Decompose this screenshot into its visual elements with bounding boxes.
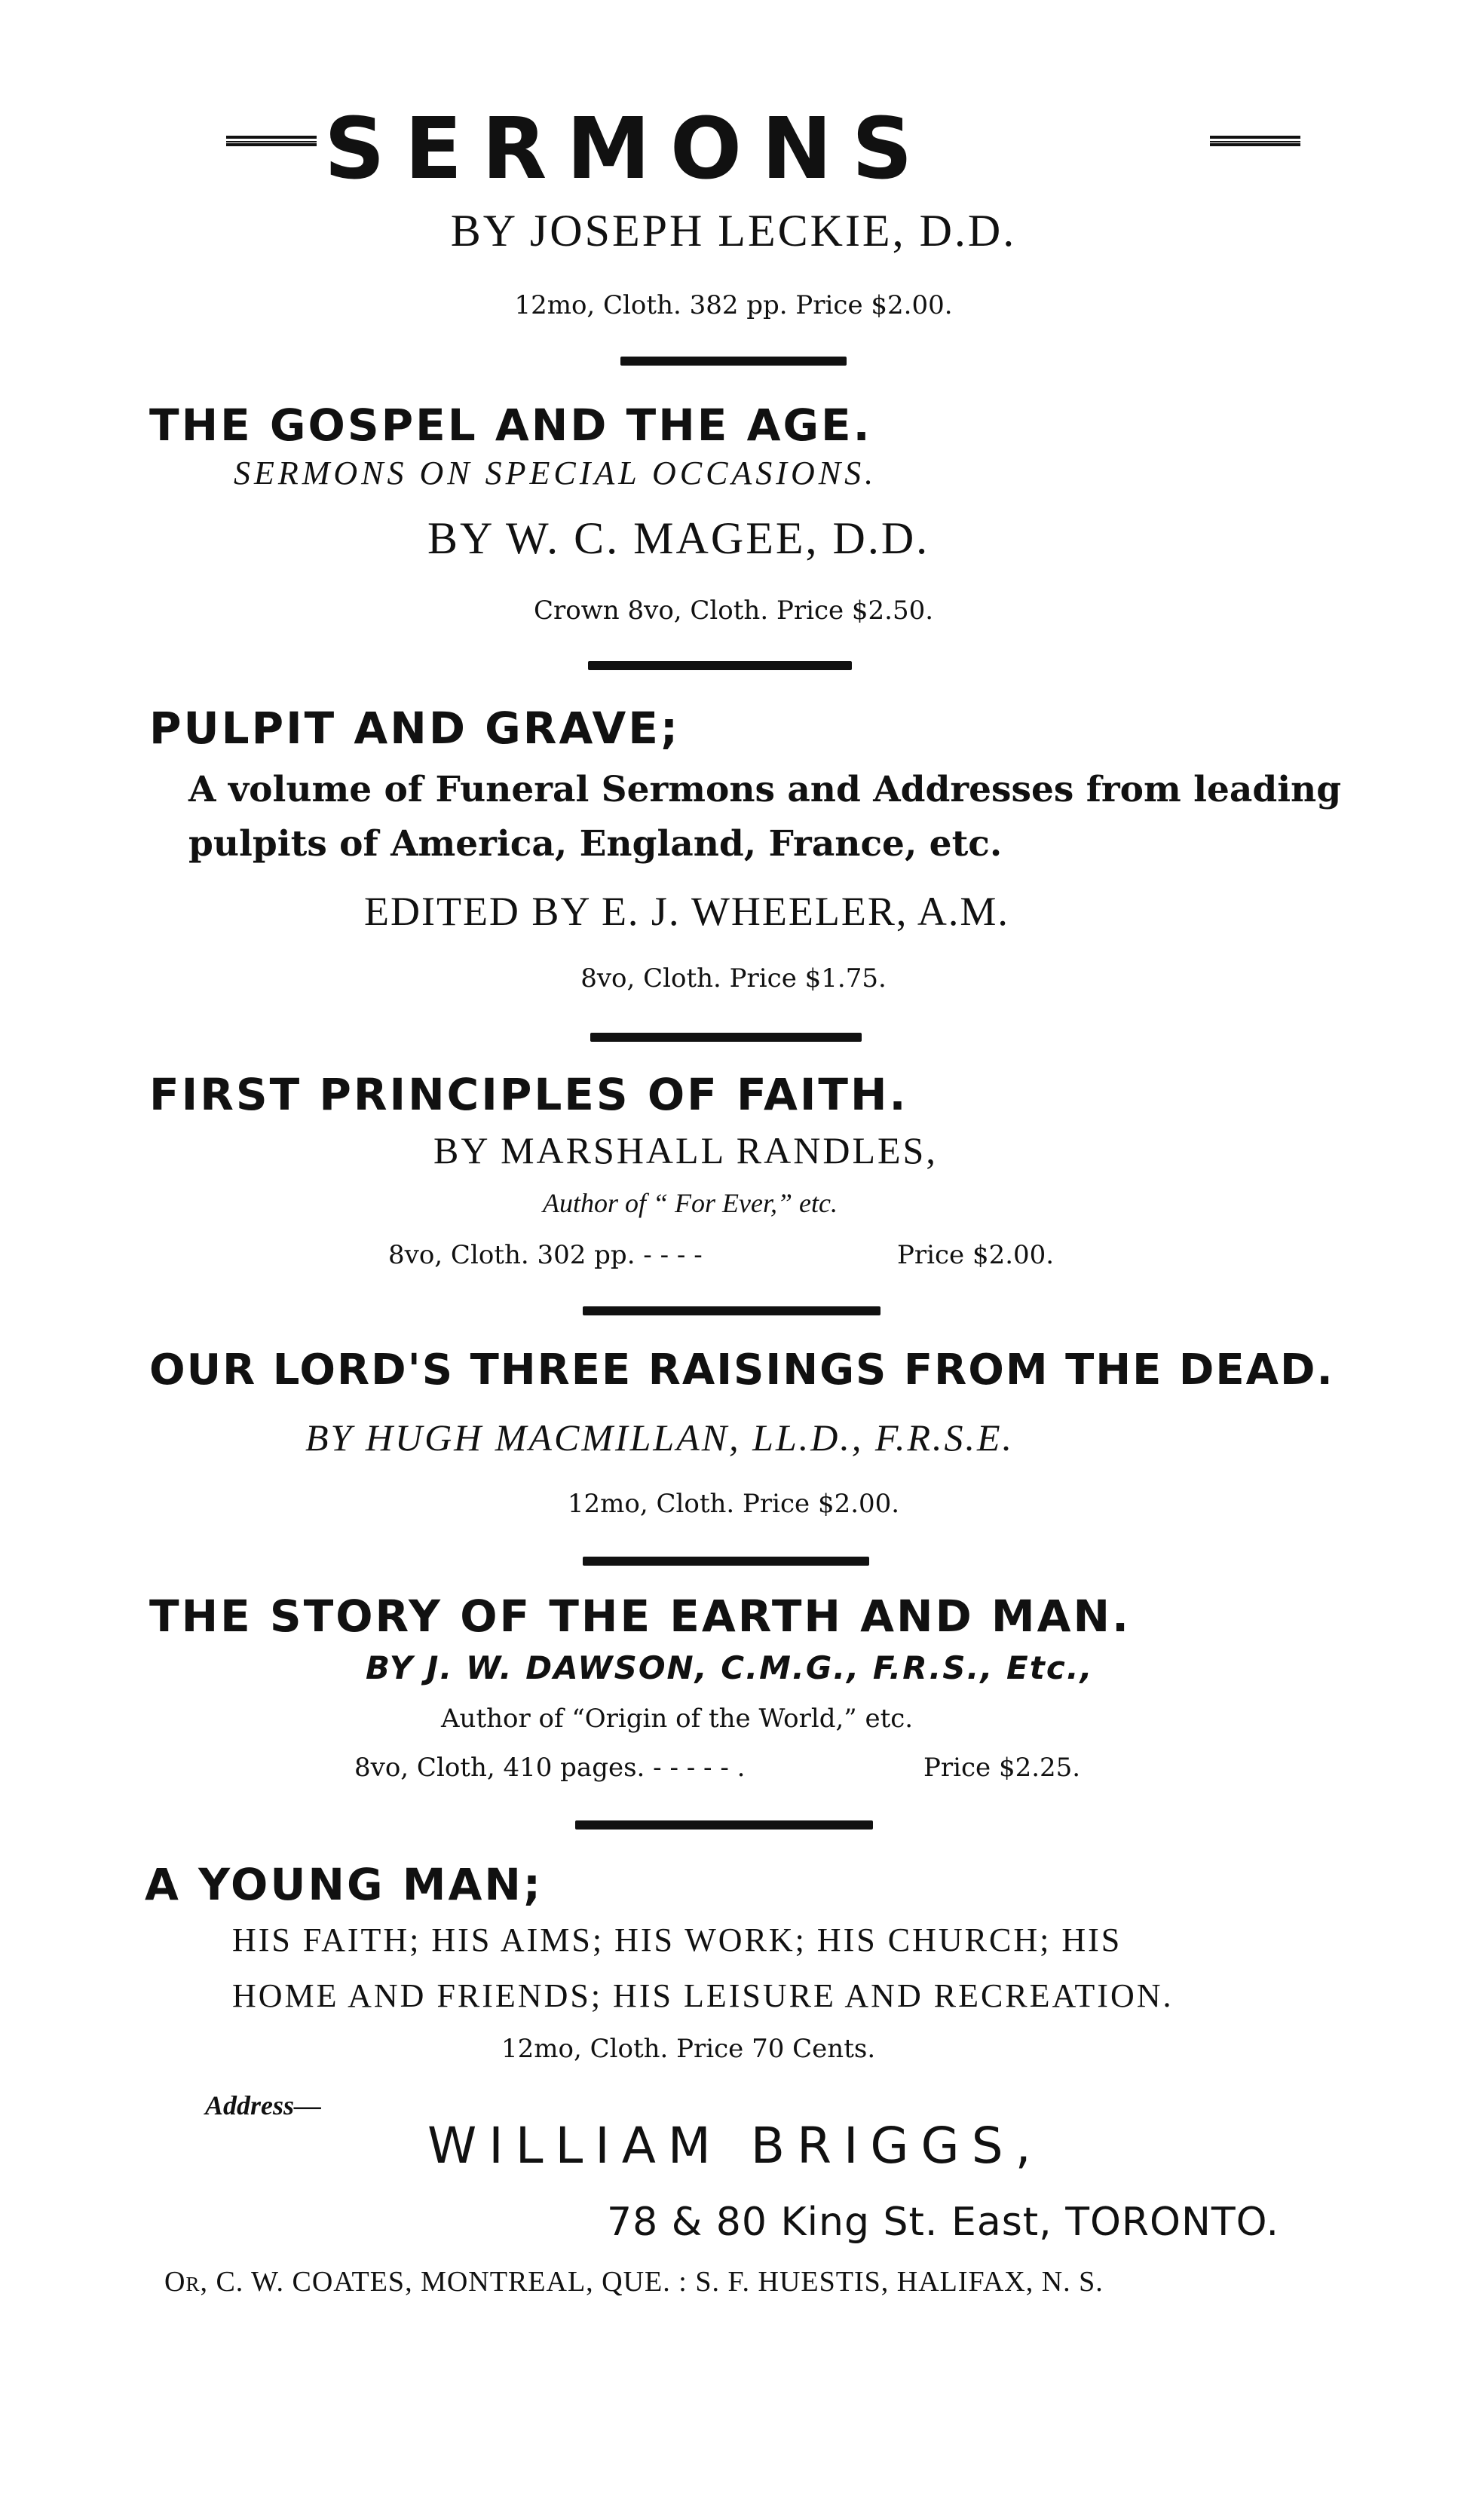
book-title: THE STORY OF THE EARTH AND MAN. bbox=[149, 1591, 1132, 1642]
book-details: 8vo, Cloth. Price $1.75. bbox=[580, 963, 887, 994]
book-details: 12mo, Cloth. Price $2.00. bbox=[567, 1489, 900, 1519]
header-byline: BY JOSEPH LECKIE, D.D. bbox=[450, 206, 1017, 256]
book-title: OUR LORD'S THREE RAISINGS FROM THE DEAD. bbox=[149, 1346, 1334, 1395]
divider-rule bbox=[575, 1820, 873, 1830]
book-note: Author of “ For Ever,” etc. bbox=[543, 1188, 838, 1218]
book-author: BY MARSHALL RANDLES, bbox=[433, 1129, 938, 1171]
publisher-name: WILLIAM BRIGGS, bbox=[427, 2117, 1043, 2175]
page-title: SERMONS bbox=[324, 100, 933, 198]
book-price: Price $2.00. bbox=[897, 1240, 1055, 1270]
book-title: FIRST PRINCIPLES OF FAITH. bbox=[149, 1069, 908, 1120]
book-details: Crown 8vo, Cloth. Price $2.50. bbox=[533, 596, 934, 626]
book-title: PULPIT AND GRAVE; bbox=[149, 703, 681, 754]
book-title: THE GOSPEL AND THE AGE. bbox=[149, 400, 872, 451]
book-editor: EDITED BY E. J. WHEELER, A.M. bbox=[364, 889, 1009, 934]
book-description: pulpits of America, England, France, etc. bbox=[188, 823, 1003, 865]
book-subtitle: SERMONS ON SPECIAL OCCASIONS. bbox=[234, 455, 877, 491]
book-details: 8vo, Cloth, 410 pages. - - - - - . bbox=[354, 1753, 746, 1783]
book-price: Price $2.25. bbox=[923, 1753, 1081, 1783]
book-author: BY W. C. MAGEE, D.D. bbox=[427, 513, 930, 563]
book-description: HIS FAITH; HIS AIMS; HIS WORK; HIS CHURCH; HIS bbox=[232, 1921, 1122, 1958]
book-author: BY J. W. DAWSON, C.M.G., F.R.S., Etc., bbox=[366, 1649, 1094, 1686]
divider-rule bbox=[583, 1306, 881, 1315]
publisher-address: 78 & 80 King St. East, TORONTO. bbox=[607, 2200, 1279, 2245]
divider-rule bbox=[590, 1033, 862, 1042]
divider-rule bbox=[583, 1557, 869, 1566]
book-author: BY HUGH MACMILLAN, LL.D., F.R.S.E. bbox=[305, 1416, 1015, 1459]
divider-rule bbox=[620, 357, 847, 366]
header-details: 12mo, Cloth. 382 pp. Price $2.00. bbox=[514, 290, 953, 320]
ornamental-rule-right bbox=[1210, 136, 1300, 146]
book-note: Author of “Origin of the World,” etc. bbox=[441, 1704, 914, 1734]
book-description: HOME AND FRIENDS; HIS LEISURE AND RECREATION. bbox=[232, 1977, 1174, 2014]
agents-line: Or, C. W. COATES, MONTREAL, QUE. : S. F. HUESTIS, HALIFAX, N. S. bbox=[164, 2266, 1104, 2298]
book-details: 12mo, Cloth. Price 70 Cents. bbox=[501, 2034, 876, 2064]
book-title: A YOUNG MAN; bbox=[145, 1859, 544, 1910]
ornamental-rule-left bbox=[226, 136, 317, 146]
divider-rule bbox=[588, 661, 852, 670]
book-details: 8vo, Cloth. 302 pp. - - - - bbox=[388, 1240, 703, 1270]
book-description: A volume of Funeral Sermons and Addresses from leading bbox=[188, 769, 1342, 810]
address-label: Address— bbox=[205, 2090, 322, 2120]
